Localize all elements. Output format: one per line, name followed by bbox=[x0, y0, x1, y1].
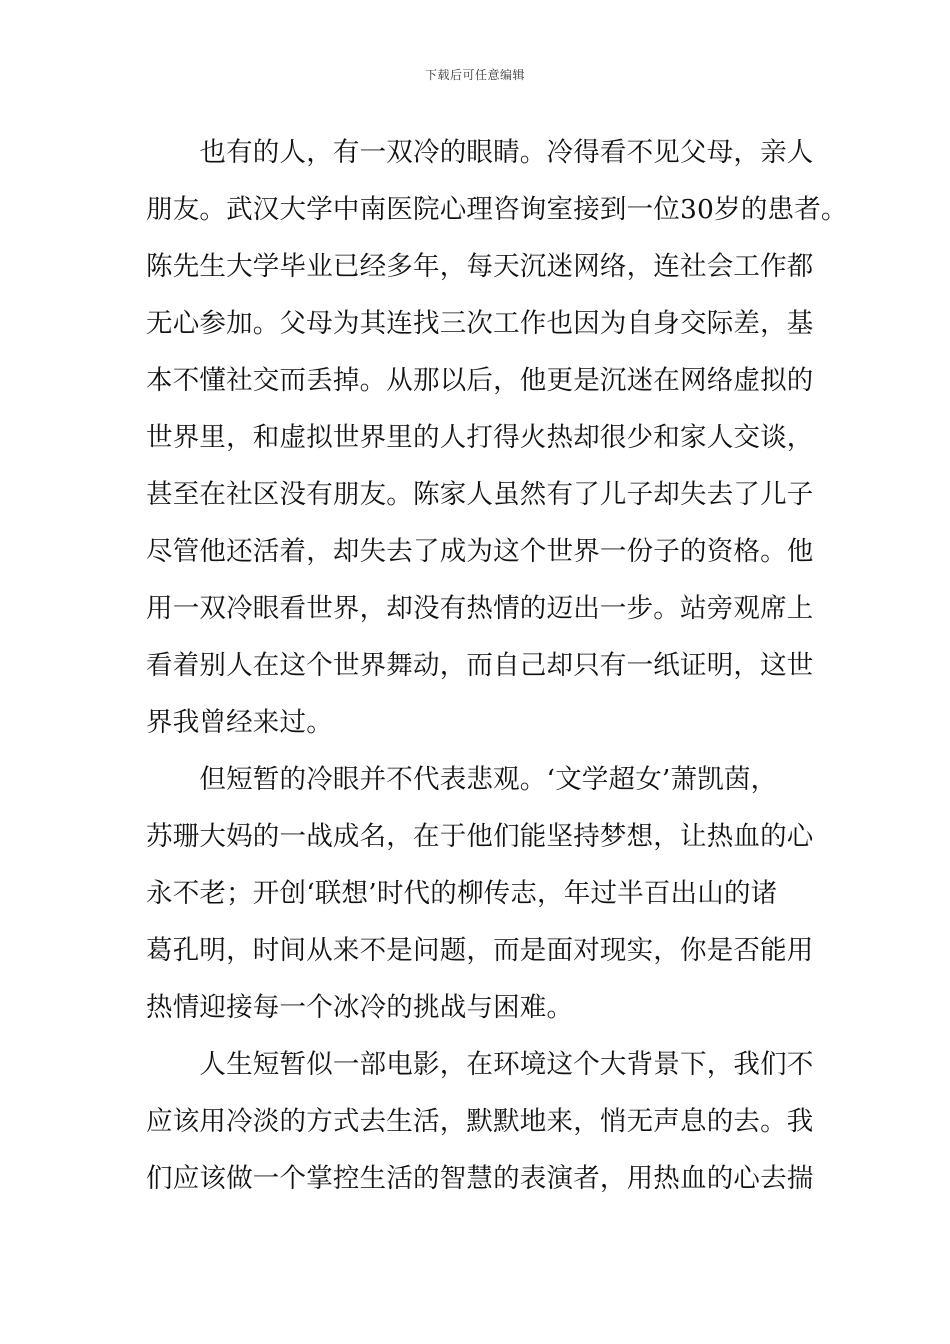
text-line: 陈先生大学毕业已经多年，每天沉迷网络，连社会工作都 bbox=[146, 251, 814, 282]
paragraph-3 bbox=[146, 1036, 814, 1207]
text-line: 人生短暂似一部电影，在环境这个大背景下，我们不 bbox=[146, 1049, 814, 1080]
text-line: 界我曾经来过。 bbox=[146, 707, 333, 738]
paragraph-1 bbox=[146, 124, 848, 751]
text-line: 也有的人，有一双冷的眼睛。冷得看不见父母，亲人 bbox=[146, 137, 814, 168]
text-line: 热情迎接每一个冰冷的挑战与困难。 bbox=[146, 992, 574, 1023]
text-line: 苏珊大妈的一战成名，在于他们能坚持梦想，让热血的心 bbox=[146, 821, 814, 852]
text-line: 甚至在社区没有朋友。陈家人虽然有了儿子却失去了儿子 bbox=[146, 479, 814, 510]
text-line: 世界里，和虚拟世界里的人打得火热却很少和家人交谈， bbox=[146, 422, 814, 453]
text-line: 看着别人在这个世界舞动，而自己却只有一纸证明，这世 bbox=[146, 650, 814, 681]
page-header: 下载后可任意编辑 bbox=[424, 68, 525, 82]
text-line: 们应该做一个掌控生活的智慧的表演者，用热血的心去揣 bbox=[146, 1163, 814, 1194]
document-body bbox=[146, 124, 848, 1207]
text-line: 但短暂的冷眼并不代表悲观。‘文学超女’萧凯茵， bbox=[146, 764, 778, 795]
text-line: 尽管他还活着，却失去了成为这个世界一份子的资格。他 bbox=[146, 536, 814, 567]
text-line: 用一双冷眼看世界，却没有热情的迈出一步。站旁观席上 bbox=[146, 593, 814, 624]
text-line: 应该用冷淡的方式去生活，默默地来，悄无声息的去。我 bbox=[146, 1106, 814, 1137]
text-line: 永不老；开创‘联想’时代的柳传志，年过半百出山的诸 bbox=[146, 878, 778, 909]
paragraph-2 bbox=[146, 751, 814, 1036]
text-line: 本不懂社交而丢掉。从那以后，他更是沉迷在网络虚拟的 bbox=[146, 365, 814, 396]
text-line: 葛孔明，时间从来不是问题，而是面对现实，你是否能用 bbox=[146, 935, 814, 966]
text-line: 朋友。武汉大学中南医院心理咨询室接到一位30岁的患者。 bbox=[146, 194, 848, 225]
text-line: 无心参加。父母为其连找三次工作也因为自身交际差，基 bbox=[146, 308, 814, 339]
